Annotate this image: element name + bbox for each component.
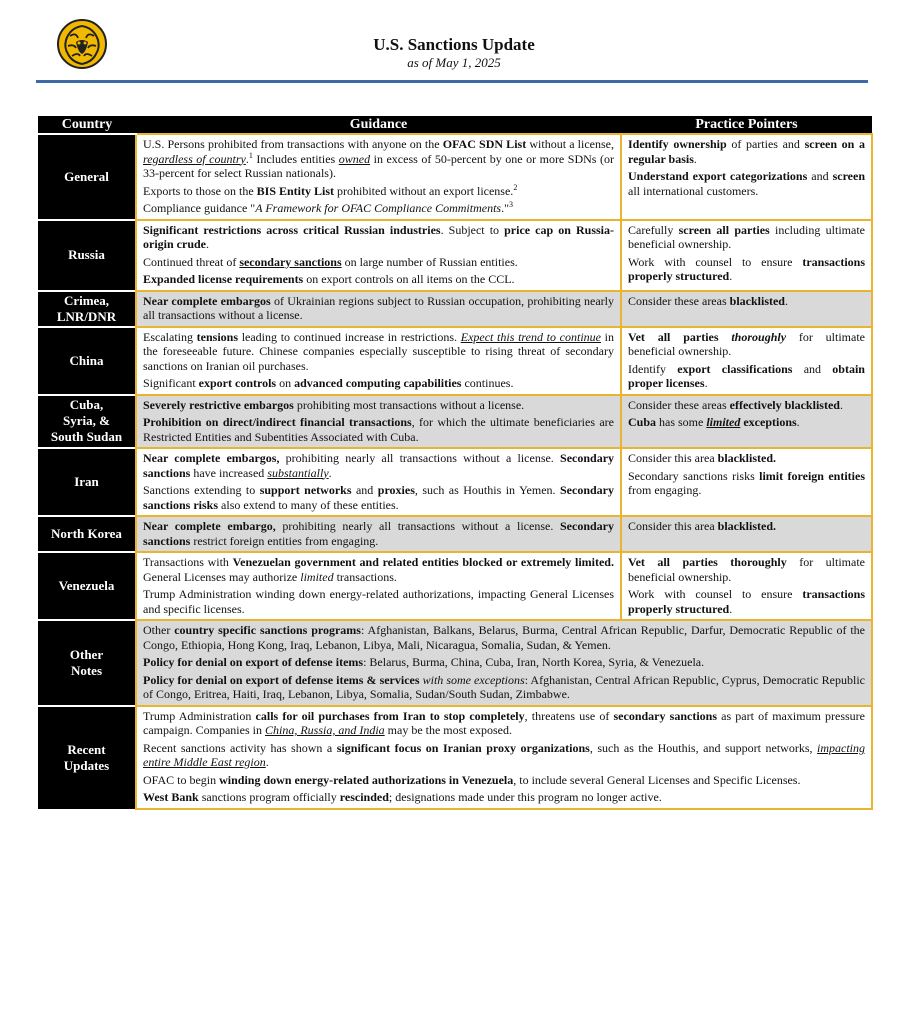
practice-pointers-cell bbox=[621, 291, 872, 327]
pointer-paragraph: Identify ownership of parties and screen on a regular basis. bbox=[628, 137, 866, 166]
guidance-paragraph: Significant export controls on advanced computing capabilities continues. bbox=[143, 376, 514, 390]
guidance-paragraph: Transactions with Venezuelan government and related entities blocked or extremely limited. General Licenses may authorize limited transactions. bbox=[143, 555, 614, 584]
column-header-guidance: Guidance bbox=[136, 116, 621, 134]
guidance-paragraph: Significant restrictions across critical Russian industries. Subject to price cap on Russia-origin crude. bbox=[143, 222, 615, 251]
pointer-paragraph: Consider this area blacklisted. bbox=[628, 519, 776, 533]
guidance-paragraph: Compliance guidance "A Framework for OFAC Compliance Commitments."$^3$ bbox=[143, 200, 513, 215]
guidance-cell bbox=[136, 620, 872, 706]
pointer-paragraph: Work with counsel to ensure transactions properly structured. bbox=[628, 587, 865, 616]
country-cell: Iran bbox=[38, 448, 136, 516]
country-cell: Other Notes bbox=[38, 620, 136, 706]
table-header-row bbox=[38, 116, 872, 134]
guidance-cell bbox=[136, 552, 621, 620]
guidance-paragraph: Sanctions extending to support networks and proxies, such as Houthis in Yemen. Secondary sanctions risks also extend to many of these entities. bbox=[143, 483, 614, 512]
guidance-cell bbox=[136, 291, 621, 327]
guidance-cell bbox=[136, 706, 872, 809]
country-cell: China bbox=[38, 327, 136, 395]
footnote-marker: 3 bbox=[509, 200, 513, 209]
table-row-cuba-syria-south-sudan bbox=[38, 395, 872, 449]
page-header bbox=[0, 0, 908, 92]
country-cell: Recent Updates bbox=[38, 706, 136, 809]
guidance-paragraph: Other country specific sanctions programs: Afghanistan, Balkans, Belarus, Burma, Central African Republic, Darfur, Democratic Republic of the Congo, Ethiopia, Hong Kong, Iraq, Lebanon, Libya, Mali, Nicaragua, Somalia, Sudan, & Yemen. bbox=[143, 623, 865, 652]
guidance-cell bbox=[136, 395, 621, 449]
guidance-paragraph: OFAC to begin winding down energy-related authorizations in Venezuela, to include several General Licenses and Specific Licenses. bbox=[143, 772, 801, 787]
guidance-paragraph: Policy for denial on export of defense items: Belarus, Burma, China, Cuba, Iran, North Korea, Syria, & Venezuela. bbox=[143, 655, 705, 669]
practice-pointers-cell bbox=[621, 552, 872, 620]
guidance-cell bbox=[136, 220, 621, 291]
table-row-crimea-lnr-dnr bbox=[38, 291, 872, 327]
footnote-marker: 2 bbox=[513, 182, 518, 192]
pointer-paragraph: Cuba has some limited exceptions. bbox=[628, 415, 800, 429]
table-row-recent-updates bbox=[38, 706, 872, 809]
footnote-marker: 1 bbox=[248, 150, 253, 160]
practice-pointers-cell bbox=[621, 395, 872, 449]
table-row-general bbox=[38, 134, 872, 220]
table-row-north-korea bbox=[38, 516, 872, 552]
guidance-paragraph: Near complete embargo, prohibiting nearly all transactions without a license. Secondary sanctions restrict foreign entities from engaging. bbox=[143, 519, 614, 548]
pointer-paragraph: Identify export classifications and obtain proper licenses. bbox=[628, 361, 865, 390]
practice-pointers-cell bbox=[621, 448, 872, 516]
header-divider bbox=[36, 80, 868, 83]
page-title: U.S. Sanctions Update bbox=[373, 35, 535, 54]
guidance-paragraph: Continued threat of secondary sanctions on large number of Russian entities. bbox=[143, 254, 518, 269]
pointer-paragraph: Consider these areas blacklisted. bbox=[628, 293, 788, 308]
pointer-paragraph: Carefully screen all parties including ultimate beneficial ownership. bbox=[628, 222, 865, 251]
guidance-paragraph: Near complete embargos of Ukrainian regions subject to Russian occupation, prohibiting nearly all transactions without a license. bbox=[143, 293, 615, 322]
guidance-paragraph: U.S. Persons prohibited from transactions with anyone on the OFAC SDN List without a license, regardless of country.$^1$ Includes entities owned in excess of 50-percent by one or more SDNs (or 33-percent for select Russian nationals). bbox=[143, 137, 614, 180]
practice-pointers-cell bbox=[621, 516, 872, 552]
pointer-paragraph: Vet all parties thoroughly for ultimate beneficial ownership. bbox=[628, 329, 865, 358]
country-cell: North Korea bbox=[38, 516, 136, 552]
pointer-paragraph: Vet all parties thoroughly for ultimate beneficial ownership. bbox=[628, 555, 865, 584]
guidance-paragraph: Trump Administration winding down energy-related authorizations, impacting General Licenses and specific licenses. bbox=[143, 587, 614, 616]
country-cell: General bbox=[38, 134, 136, 220]
guidance-paragraph: Near complete embargos, prohibiting nearly all transactions without a license. Secondary sanctions have increased substantially. bbox=[143, 451, 615, 480]
guidance-cell bbox=[136, 448, 621, 516]
page-subtitle: as of May 1, 2025 bbox=[407, 55, 501, 70]
pointer-paragraph: Secondary sanctions risks limit foreign entities from engaging. bbox=[628, 468, 865, 497]
country-cell: Cuba, Syria, & South Sudan bbox=[38, 395, 136, 449]
guidance-cell bbox=[136, 327, 621, 395]
table-row-venezuela bbox=[38, 552, 872, 620]
column-header-practice-pointers: Practice Pointers bbox=[621, 116, 872, 134]
pointer-paragraph: Consider this area blacklisted. bbox=[628, 451, 776, 465]
guidance-paragraph: Prohibition on direct/indirect financial transactions, for which the ultimate beneficiaries are Restricted Entities and Subentities Associated with Cuba. bbox=[143, 415, 615, 444]
pointer-paragraph: Understand export categorizations and screen all international customers. bbox=[628, 169, 866, 198]
country-cell: Crimea, LNR/DNR bbox=[38, 291, 136, 327]
country-cell: Venezuela bbox=[38, 552, 136, 620]
guidance-paragraph: Policy for denial on export of defense items & services with some exceptions: Afghanistan, Central African Republic, Cyprus, Democratic Republic of Congo, Eritrea, Haiti, Iraq, Lebanon, Libya, Somalia, Sudan/South Sudan, Zimbabwe. bbox=[143, 672, 865, 701]
table-row-china bbox=[38, 327, 872, 395]
practice-pointers-cell bbox=[621, 220, 872, 291]
practice-pointers-cell bbox=[621, 134, 872, 220]
practice-pointers-cell bbox=[621, 327, 872, 395]
guidance-paragraph: Trump Administration calls for oil purchases from Iran to stop completely, threatens use of secondary sanctions as part of maximum pressure campaign. Companies in China, Russia, and India may be the most exposed. bbox=[143, 708, 865, 737]
guidance-paragraph: Exports to those on the BIS Entity List prohibited without an export license.$^2$ bbox=[143, 182, 518, 198]
table-row-other-notes bbox=[38, 620, 872, 706]
country-cell: Russia bbox=[38, 220, 136, 291]
pointer-paragraph: Work with counsel to ensure transactions properly structured. bbox=[628, 254, 865, 283]
pointer-paragraph: Consider these areas effectively blacklisted. bbox=[628, 397, 843, 412]
table-row-russia bbox=[38, 220, 872, 291]
guidance-paragraph: Recent sanctions activity has shown a significant focus on Iranian proxy organizations, such as the Houthis, and support networks, impacting entire Middle East region. bbox=[143, 740, 866, 769]
column-header-country: Country bbox=[38, 116, 136, 134]
table-row-iran bbox=[38, 448, 872, 516]
guidance-paragraph: Escalating tensions leading to continued increase in restrictions. Expect this trend to continue in the foreseeable future. Chinese companies especially susceptible to rising threat of secondary sanctions on Iranian oil purchases. bbox=[143, 329, 614, 373]
sanctions-table bbox=[38, 116, 873, 810]
guidance-cell bbox=[136, 516, 621, 552]
guidance-paragraph: Expanded license requirements on export controls on all items on the CCL. bbox=[143, 272, 515, 286]
guidance-paragraph: Severely restrictive embargos prohibiting most transactions without a license. bbox=[143, 397, 525, 412]
guidance-cell bbox=[136, 134, 621, 220]
guidance-paragraph: West Bank sanctions program officially rescinded; designations made under this program no longer active. bbox=[143, 790, 662, 804]
